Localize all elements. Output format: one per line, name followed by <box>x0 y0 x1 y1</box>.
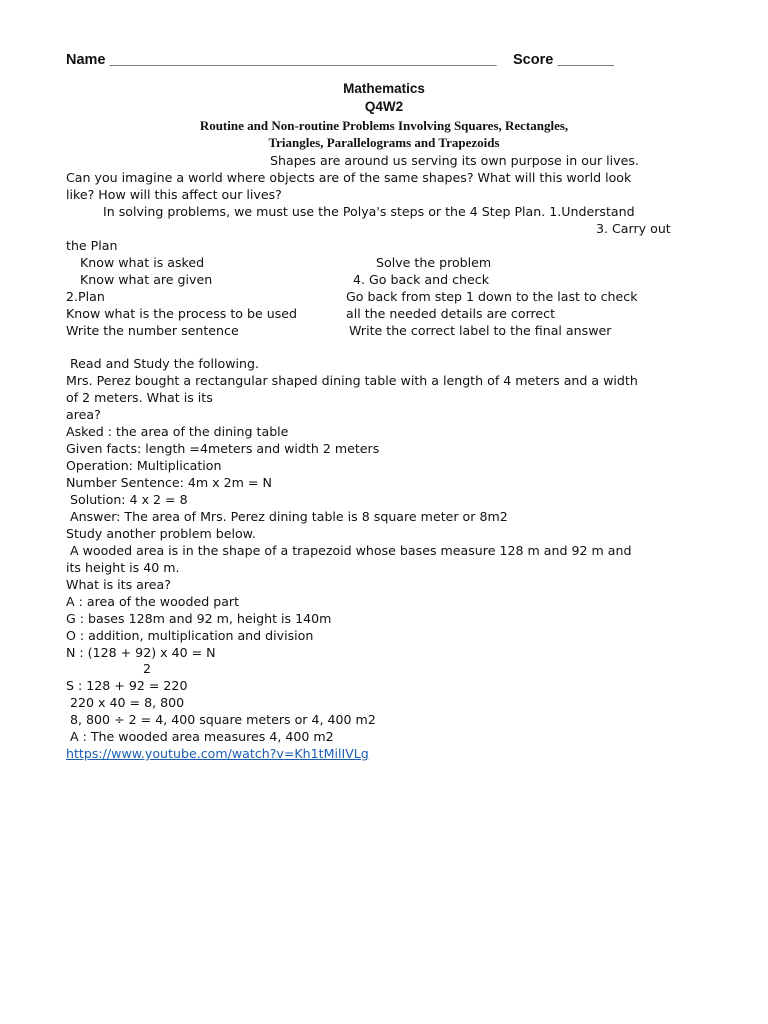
week-code: Q4W2 <box>364 99 404 114</box>
fraction-denominator: 2 <box>143 661 152 676</box>
step-item: all the needed details are correct <box>346 306 556 321</box>
example-line: G : bases 128m and 92 m, height is 140m <box>66 611 332 626</box>
topic-line-1: Routine and Non-routine Problems Involving Squares, Rectangles, <box>199 118 569 133</box>
intro-line: the Plan <box>66 238 118 253</box>
step-item: 4. Go back and check <box>353 272 489 287</box>
score-field-label: Score _______ <box>513 52 614 68</box>
example-line: What is its area? <box>66 577 171 592</box>
step-item: Know what are given <box>80 272 213 287</box>
example-line: Asked : the area of the dining table <box>66 424 289 439</box>
example-line: O : addition, multiplication and division <box>66 628 314 643</box>
step-item: Solve the problem <box>376 255 492 270</box>
example-heading: Read and Study the following. <box>70 356 259 371</box>
step-item: 2.Plan <box>66 289 105 304</box>
intro-line: Shapes are around us serving its own purpose in our lives. <box>270 153 639 168</box>
example-line: of 2 meters. What is its <box>66 390 213 405</box>
intro-line: like? How will this affect our lives? <box>66 187 282 202</box>
solution-line: S : 128 + 92 = 220 <box>66 678 188 693</box>
step-item: Go back from step 1 down to the last to check <box>346 289 638 304</box>
subject-title: Mathematics <box>343 81 425 96</box>
example-line: Answer: The area of Mrs. Perez dining table is 8 square meter or 8m2 <box>66 509 508 524</box>
example-line: Given facts: length =4meters and width 2 meters <box>66 441 380 456</box>
step-item: Know what is asked <box>80 255 205 270</box>
example-line: Number Sentence: 4m x 2m = N <box>66 475 272 490</box>
example-line: N : (128 + 92) x 40 = N <box>66 645 216 660</box>
step-item: Write the correct label to the final answer <box>349 323 612 338</box>
example-line: A : area of the wooded part <box>66 594 240 609</box>
example-line: area? <box>66 407 101 422</box>
intro-line: 3. Carry out <box>596 221 671 236</box>
topic-line-2: Triangles, Parallelograms and Trapezoids <box>268 135 500 150</box>
step-item: Write the number sentence <box>66 323 239 338</box>
youtube-link[interactable]: https://www.youtube.com/watch?v=Kh1tMilIVLg <box>66 746 369 761</box>
example-line: Mrs. Perez bought a rectangular shaped dining table with a length of 4 meters and a width <box>66 373 638 388</box>
step-item: Know what is the process to be used <box>66 306 297 321</box>
example-line: A wooded area is in the shape of a trapezoid whose bases measure 128 m and 92 m and <box>66 543 632 558</box>
example-line: Operation: Multiplication <box>66 458 222 473</box>
intro-line: Can you imagine a world where objects are of the same shapes? What will this world look <box>66 170 632 185</box>
solution-line: 220 x 40 = 8, 800 <box>66 695 185 710</box>
intro-line: In solving problems, we must use the Polya's steps or the 4 Step Plan. 1.Understand <box>103 204 635 219</box>
example-line: Solution: 4 x 2 = 8 <box>66 492 188 507</box>
solution-line: 8, 800 ÷ 2 = 4, 400 square meters or 4, 400 m2 <box>66 712 376 727</box>
solution-line: A : The wooded area measures 4, 400 m2 <box>66 729 334 744</box>
example-line: its height is 40 m. <box>66 560 180 575</box>
name-field-label: Name ________________________________________________ <box>66 52 497 68</box>
example-line: Study another problem below. <box>66 526 256 541</box>
